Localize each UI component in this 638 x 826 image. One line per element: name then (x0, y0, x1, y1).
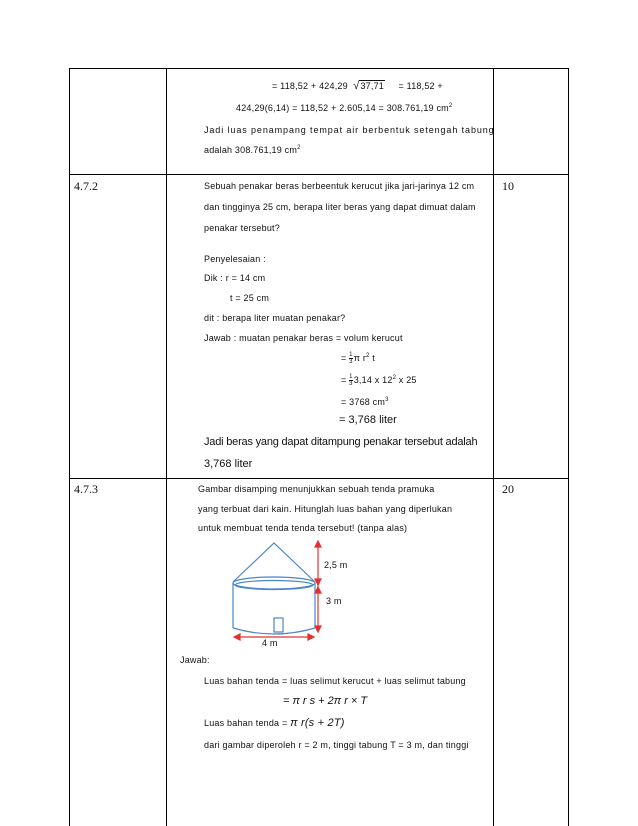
row2-asked: dit : berapa liter muatan penakar? (204, 313, 346, 323)
dim-cylinder-label: 3 m (326, 596, 342, 606)
row2-question-1: Sebuah penakar beras berbeentuk kerucut jika jari-jarinya 12 cm (204, 181, 475, 191)
tent-door (274, 618, 283, 632)
row2-known-t: t = 25 cm (230, 293, 270, 303)
row1-line2: 424,29(6,14) = 118,52 + 2.605,14 = 308.761,19 $cm^2$ (236, 103, 453, 113)
row2-answer: Jawab : muatan penakar beras = volum kerucut (204, 333, 403, 343)
table-row-divider-1 (69, 174, 569, 175)
table-row-divider-2 (69, 478, 569, 479)
row3-question-2: yang terbuat dari kain. Hitunglah luas bahan yang diperlukan (198, 504, 453, 514)
table-border-right (568, 68, 569, 826)
row1-line4: adalah 308.761,19 $cm^2$ (204, 145, 301, 155)
row2-formula-3: = 3768 $cm^3$ (341, 397, 389, 407)
row2-formula-1: = $\frac{1}{3}$ π $r^2$ t (341, 352, 375, 365)
row2-conclusion-2: 3,768 liter (204, 458, 253, 470)
row3-answer-1: Luas bahan tenda = luas selimut kerucut + luas selimut tabung (204, 676, 466, 686)
row2-known-r: Dik : r = 14 cm (204, 273, 266, 283)
row3-number: 4.7.3 (74, 482, 98, 496)
row3-answer-4: dari gambar diperoleh r = 2 m, tinggi tabung T = 3 m, dan tinggi (204, 740, 469, 750)
row2-question-2: dan tingginya 25 cm, berapa liter beras yang dapat dimuat dalam (204, 202, 476, 212)
sqrt-value: 37,71 (360, 81, 384, 91)
table-border-left (69, 68, 70, 826)
row1-line1: = 118,52 + 424,29 √37,71 = 118,52 + (272, 80, 443, 92)
row1-line3: Jadi luas penampang tempat air berbentuk setengah tabung (204, 125, 495, 135)
tent-cone (233, 543, 315, 582)
row2-formula-4: = 3,768 liter (339, 414, 397, 426)
row3-question-3: untuk membuat tenda tenda tersebut! (tanpa alas) (198, 523, 408, 533)
row2-number: 4.7.2 (74, 179, 98, 193)
table-border-top (69, 68, 569, 69)
row2-conclusion-1: Jadi beras yang dapat ditampung penakar tersebut adalah (204, 436, 478, 448)
tent-cylinder-top-inner (235, 581, 313, 590)
tent-diagram (225, 540, 365, 650)
row3-jawab: Jawab: (180, 655, 210, 665)
row2-question-3: penakar tersebut? (204, 223, 280, 233)
row3-question-1: Gambar disamping menunjukkan sebuah tenda pramuka (198, 484, 435, 494)
tent-cylinder-top (233, 577, 315, 589)
table-border-col2 (493, 68, 494, 826)
row2-score: 10 (502, 179, 514, 193)
dim-cone-label: 2,5 m (324, 560, 348, 570)
row3-score: 20 (502, 482, 514, 496)
dim-width-label: 4 m (262, 638, 278, 648)
row3-answer-2: = π r s + 2π r × T (283, 695, 368, 707)
row2-solution-title: Penyelesaian : (204, 254, 266, 264)
table-border-col1 (166, 68, 167, 826)
row2-formula-2: = $\frac{1}{3}$ 3,14 x $12^2$ x 25 (341, 374, 417, 387)
row3-answer-3: Luas bahan tenda = π r(s + 2T) (204, 717, 345, 729)
